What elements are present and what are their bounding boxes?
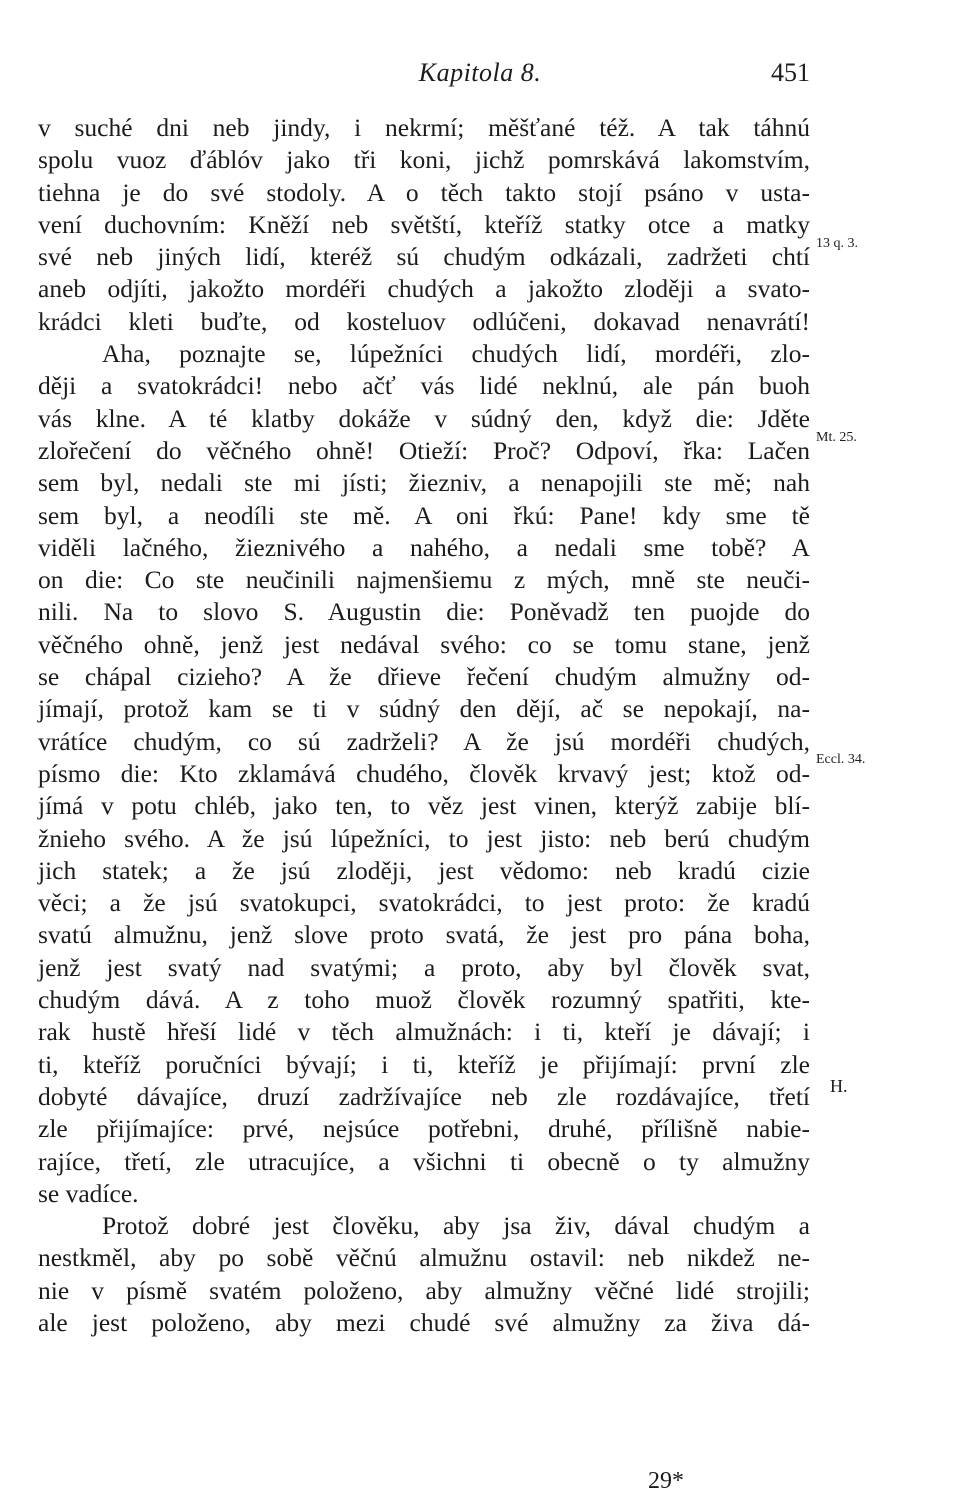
text-line: chudým dává. A z toho muož člověk rozumný spatřiti, kte- [38,985,810,1015]
chapter-title: Kapitola 8. [418,58,542,87]
text-line: věčného ohně, jenž jest nedával svého: co se tomu stane, jenž [38,629,810,659]
signature-mark: 29* [648,1468,684,1494]
text-line: Aha, poznajte se, lúpežníci chudých lidí, mordéři, zlo- [102,339,810,369]
text-line: věci; a že jsú svatokupci, svatokrádci, to jest proto: že kradú [38,888,810,918]
text-line: sem byl, nedali ste mi jísti; žiezniv, a nenapojili ste mě; nah [38,468,810,498]
text-line: on die: Co ste neučinili najmenšiemu z mých, mně ste neuči- [38,565,810,595]
text-line: jímají, protož kam se ti v súdný den dějí, ač se nepokají, na- [38,694,810,724]
text-line: ti, kteříž poručníci bývají; i ti, kteříž je přijímají: první zle [38,1049,810,1079]
text-line: se vadíce. [38,1178,139,1208]
text-line: ději a svatokrádci! nebo ačť vás lidé neklnú, ale pán buoh [38,371,810,401]
text-line: tiehna je do své stodoly. A o těch takto stojí psáno v usta- [38,177,810,207]
margin-note: 13 q. 3. [816,236,858,251]
text-line: spolu vuoz ďáblóv jako tři koni, jichž pomrskává lakomstvím, [38,145,810,175]
text-line: vás klne. A té klatby dokáže v súdný den, když die: Jděte [38,403,810,433]
text-line: nestkměl, aby po sobě věčnú almužnu ostavil: neb nikdež ne- [38,1243,810,1273]
text-line: nili. Na to slovo S. Augustin die: Poněvadž ten puojde do [38,597,810,627]
text-line: aneb odjíti, jakožto mordéři chudých a jakožto zloději a svato- [38,274,810,304]
text-line: jenž jest svatý nad svatými; a proto, aby byl člověk svat, [38,952,810,982]
text-line: sem byl, a neodíli ste mě. A oni řkú: Pane! kdy sme tě [38,500,810,530]
text-line: rak hustě hřeší lidé v těch almužnách: i ti, kteří je dávají; i [38,1017,810,1047]
text-line: jímá v potu chléb, jako ten, to věz jest vinen, kterýž zabije blí- [38,791,810,821]
text-line: nie v písmě svatém položeno, aby almužny věčné lidé strojili; [38,1275,810,1305]
text-line: své neb jiných lidí, kteréž sú chudým odkázali, zadržeti chtí [38,242,810,272]
text-line: dobyté dávajíce, druzí zadržívajíce neb zle rozdávajíce, třetí [38,1081,810,1111]
text-line: svatú almužnu, jenž slove proto svatá, že jest pro pána boha, [38,920,810,950]
text-line: Protož dobré jest člověku, aby jsa živ, dával chudým a [102,1211,810,1241]
text-line: jich statek; a že jsú zloději, jest vědomo: neb kradú cizie [38,855,810,885]
body-text [38,112,810,1339]
text-line: žnieho svého. A že jsú lúpežníci, to jest jisto: neb berú chudým [38,823,810,853]
text-line: písmo die: Kto zklamává chudého, člověk krvavý jest; ktož od- [38,758,810,788]
text-line: v suché dni neb jindy, i nekrmí; měšťané též. A tak táhnú [38,113,810,142]
text-line: krádci kleti buďte, od kosteluov odlúčeni, dokavad nenavrátí! [38,306,810,336]
page-header [0,56,960,96]
margin-note: Mt. 25. [816,430,857,445]
text-line: zle přijímajíce: prvé, nejsúce potřebni, druhé, přílišně nabie- [38,1114,810,1144]
text-line: viděli lačného, žieznivého a nahého, a nedali sme tobě? A [38,532,810,562]
text-line: rajíce, třetí, zle utracujíce, a všichni ti obecně o ty almužny [38,1146,810,1176]
text-line: se chápal cizieho? A že dřieve řečení chudým almužny od- [38,662,810,692]
margin-note: H. [830,1076,848,1096]
text-line: vení duchovním: Kněží neb světští, kteříž statky otce a matky [38,209,810,239]
margin-note: Eccl. 34. [816,752,866,767]
text-line: zlořečení do věčného ohně! Otieží: Proč? Odpoví, řka: Lačen [38,435,810,465]
text-line: vrátíce chudým, co sú zadrželi? A že jsú mordéři chudých, [38,726,810,756]
text-line: ale jest položeno, aby mezi chudé své almužny za živa dá- [38,1307,810,1337]
page-number: 451 [771,58,810,87]
